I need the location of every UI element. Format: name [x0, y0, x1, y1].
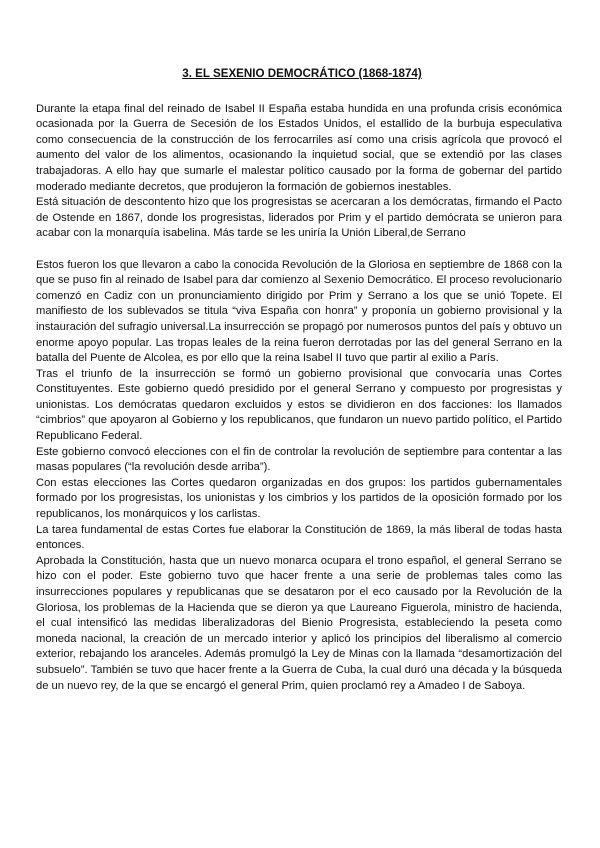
paragraph-spacer: [36, 242, 562, 258]
paragraph-cortes-grupos: Con estas elecciones las Cortes quedaron organizadas en dos grupos: los partidos gubernamentales formado por los progresistas, los unionistas y los cimbrios y los partidos de la oposición formado por los republicanos, los monárquicos y los carlistas.: [36, 476, 562, 521]
paragraph-constitucion-1869: La tarea fundamental de estas Cortes fue elaborar la Constitución de 1869, la más liberal de todas hasta entonces.: [36, 523, 562, 552]
paragraph-gobierno-provisional: Tras el triunfo de la insurrección se formó un gobierno provisional que convocaría unas Cortes Constituyentes. Este gobierno quedó presidido por el general Serrano y compuesto por progresistas y unionistas. Los demócratas quedaron excluidos y estos se dividieron en dos facciones: los llamados “cimbrios” que apoyaron al Gobierno y los republicanos, que fundaron un nuevo partido político, el Partido Republicano Federal.: [36, 367, 562, 443]
paragraph-economic-crisis: Durante la etapa final del reinado de Isabel II España estaba hundida en una profunda crisis económica ocasionada por la Guerra de Secesión de los Estados Unidos, el estallido de la burbuja especulativa como consecuencia de la construcción de los ferrocarriles así como una crisis agrícola que provocó el aumento del valor de los alimentos, ocasionando la inquietud social, que se extendió por las clases trabajadoras. A ello hay que sumarle el malestar político causado por la forma de gobernar del partido moderado mediante decretos, que produjeron la formación de gobiernos inestables.: [36, 102, 562, 193]
document-title: 3. EL SEXENIO DEMOCRÁTICO (1868-1874): [182, 67, 422, 80]
document-page: [36, 66, 562, 694]
paragraph-regencia-serrano: Aprobada la Constitución, hasta que un nuevo monarca ocupara el trono español, el general Serrano se hizo con el poder. Este gobierno tuvo que hacer frente a una serie de problemas tales como las insurrecciones populares y republicanas que se desataron por el eco causado por la Revolución de la Gloriosa, los problemas de la Hacienda que se dieron ya que Laureano Figuerola, ministro de hacienda, el cual intensificó las medidas liberalizadoras del Bienio Progresista, estableciendo la peseta como moneda nacional, la creación de un mercado interior y aplicó los principios del liberalismo al comercio exterior, rebajando los aranceles. Además promulgó la Ley de Minas con la llamada “desamortización del subsuelo”. También se tuvo que hacer frente a la Guerra de Cuba, la cual duró una década y la búsqueda de un nuevo rey, de la que se encargó el general Prim, quien proclamó rey a Amadeo I de Saboya.: [36, 554, 562, 692]
paragraph-elecciones: Este gobierno convocó elecciones con el fin de controlar la revolución de septiembre para contentar a las masas populares (“la revolución desde arriba”).: [36, 445, 562, 474]
paragraph-pacto-ostende: Está situación de descontento hizo que los progresistas se acercaran a los demócratas, firmando el Pacto de Ostende en 1867, donde los progresistas, liderados por Prim y el partido demócrata se unieron para acabar con la monarquía isabelina. Más tarde se les uniría la Unión Liberal,de Serrano: [36, 196, 562, 240]
paragraph-gloriosa: Estos fueron los que llevaron a cabo la conocida Revolución de la Gloriosa en septiembre de 1868 con la que se puso fin al reinado de Isabel para dar comienzo al Sexenio Democrático. El proceso revolucionario comenzó en Cadiz con un pronunciamiento dirigido por Prim y Serrano a los que se unió Topete. El manifiesto de los sublevados se titula “viva España con honra” y proponía un gobierno provisional y la instauración del sufragio universal.La insurrección se propagó por numerosos puntos del país y obtuvo un enorme apoyo popular. Las tropas leales de la reina fueron derrotadas por las del general Serrano en la batalla del Puente de Alcolea, es por ello que la reina Isabel II tuvo que partir al exilio a París.: [36, 258, 562, 365]
